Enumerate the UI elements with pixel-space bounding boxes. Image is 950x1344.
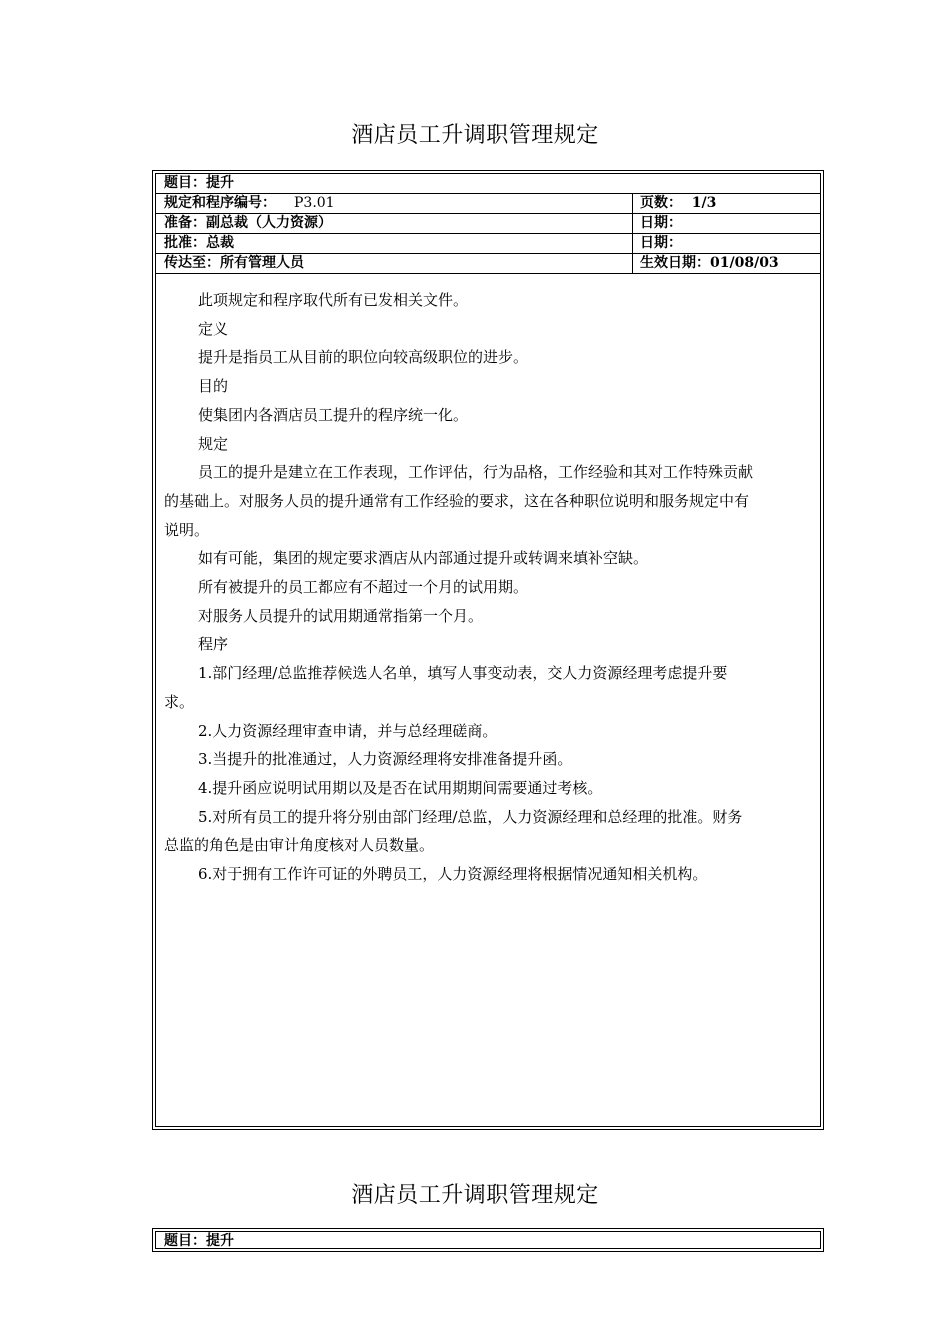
header-row-approved (156, 234, 820, 254)
procedure-step: 1.部门经理/总监推荐候选人名单，填写人事变动表，交人力资源经理考虑提升要 (198, 664, 728, 683)
body-paragraph: 提升是指员工从目前的职位向较高级职位的进步。 (198, 348, 529, 367)
prepared-date: 日期： (640, 215, 682, 231)
effective-date: 生效日期：01/08/03 (640, 255, 779, 271)
page-title: 酒店员工升调职管理规定 (351, 123, 599, 148)
section-heading: 定义 (198, 319, 229, 338)
header-row-subject-2 (156, 1232, 820, 1252)
section-heading: 目的 (198, 377, 229, 396)
section-heading: 程序 (198, 635, 229, 654)
subject-label-2: 题目：提升 (164, 1233, 234, 1249)
header-row-prepared (156, 214, 820, 234)
body-paragraph: 此项规定和程序取代所有已发相关文件。 (198, 291, 469, 309)
procedure-step-continued: 总监的角色是由审计角度核对人员数量。 (164, 836, 435, 855)
policy-form (152, 170, 824, 1130)
prepared-by: 准备：副总裁（人力资源） (164, 215, 332, 231)
body-paragraph: 所有被提升的员工都应有不超过一个月的试用期。 (198, 578, 529, 597)
page-count: 页数： 1/3 (640, 195, 717, 211)
body-paragraph: 如有可能，集团的规定要求酒店从内部通过提升或转调来填补空缺。 (198, 549, 649, 568)
code-value: P3.01 (294, 195, 335, 211)
procedure-step: 3.当提升的批准通过，人力资源经理将安排准备提升函。 (198, 750, 573, 769)
header-row-code (156, 194, 820, 214)
page-title-2: 酒店员工升调职管理规定 (351, 1183, 599, 1208)
subject-label: 题目：提升 (164, 175, 234, 191)
column-divider (632, 194, 633, 213)
body-paragraph-continued: 说明。 (164, 520, 210, 539)
approved-by: 批准：总裁 (164, 235, 234, 251)
header-row-distribution (156, 254, 820, 274)
section-heading: 规定 (198, 434, 229, 453)
procedure-step: 6.对于拥有工作许可证的外聘员工，人力资源经理将根据情况通知相关机构。 (198, 865, 708, 884)
body-paragraph: 员工的提升是建立在工作表现，工作评估，行为品格，工作经验和其对工作特殊贡献 (198, 463, 754, 482)
procedure-step: 5.对所有员工的提升将分别由部门经理/总监，人力资源经理和总经理的批准。财务 (198, 807, 743, 826)
policy-form-inner (155, 173, 821, 1127)
body-paragraph: 使集团内各酒店员工提升的程序统一化。 (198, 405, 469, 424)
body-paragraph: 对服务人员提升的试用期通常指第一个月。 (198, 606, 484, 625)
procedure-step: 2.人力资源经理审查申请，并与总经理磋商。 (198, 721, 498, 740)
body-paragraph-continued: 的基础上。对服务人员的提升通常有工作经验的要求，这在各种职位说明和服务规定中有 (164, 491, 750, 510)
header-row-subject (156, 174, 820, 194)
procedure-step: 4.提升函应说明试用期以及是否在试用期期间需要通过考核。 (198, 778, 603, 797)
approved-date: 日期： (640, 235, 682, 251)
policy-body (164, 286, 814, 889)
column-divider (632, 234, 633, 253)
column-divider (632, 254, 633, 273)
column-divider (632, 214, 633, 233)
distribution: 传达至：所有管理人员 (164, 255, 304, 271)
policy-form-2 (152, 1228, 824, 1252)
procedure-step-continued: 求。 (164, 692, 195, 711)
policy-form-2-inner (155, 1231, 821, 1249)
code-label: 规定和程序编号： P3.01 (164, 195, 335, 211)
